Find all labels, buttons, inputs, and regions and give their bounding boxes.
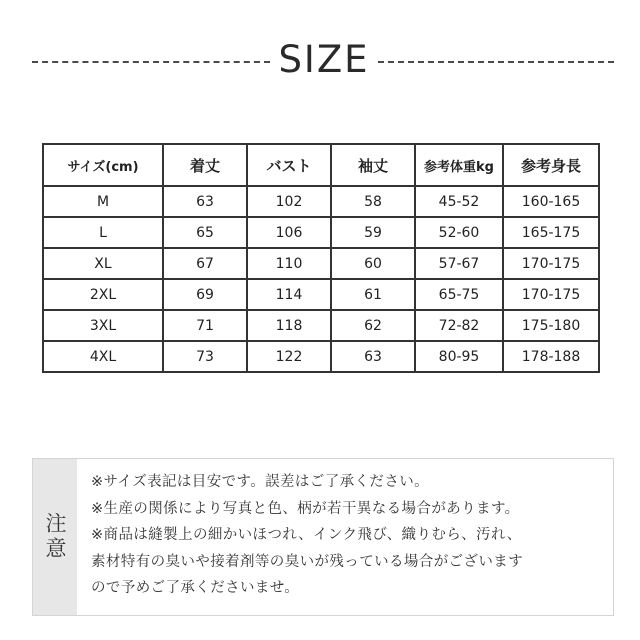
- table-cell: 45-52: [415, 186, 503, 217]
- header-weight: 参考体重kg: [415, 144, 503, 186]
- notice-text: [91, 469, 605, 602]
- table-cell: 61: [331, 279, 415, 310]
- table-row: [43, 341, 599, 372]
- notice-line: ※生産の関係により写真と色、柄が若干異なる場合があります。: [91, 500, 520, 517]
- table-cell: 122: [247, 341, 331, 372]
- table-row: [43, 279, 599, 310]
- table-cell: 52-60: [415, 217, 503, 248]
- table-cell: 63: [163, 186, 247, 217]
- table-cell: 57-67: [415, 248, 503, 279]
- table-cell: 58: [331, 186, 415, 217]
- dashed-divider-left: [32, 61, 270, 63]
- table-cell: 106: [247, 217, 331, 248]
- header-sleeve: 袖丈: [331, 144, 415, 186]
- table-cell: 3XL: [43, 310, 163, 341]
- table-cell: 110: [247, 248, 331, 279]
- table-cell: M: [43, 186, 163, 217]
- table-cell: 80-95: [415, 341, 503, 372]
- table-cell: 102: [247, 186, 331, 217]
- table-cell: 118: [247, 310, 331, 341]
- header-size: サイズ(cm): [43, 144, 163, 186]
- size-table: [42, 143, 600, 373]
- notice-line: ※商品は縫製上の細かいほつれ、インク飛び、織りむら、汚れ、: [91, 527, 522, 543]
- table-row: [43, 248, 599, 279]
- table-cell: 175-180: [503, 310, 599, 341]
- table-cell: 59: [331, 217, 415, 248]
- table-cell: 170-175: [503, 279, 599, 310]
- table-cell: 65-75: [415, 279, 503, 310]
- table-cell: 4XL: [43, 341, 163, 372]
- table-cell: 60: [331, 248, 415, 279]
- table-cell: 72-82: [415, 310, 503, 341]
- table-cell: 160-165: [503, 186, 599, 217]
- table-cell: 62: [331, 310, 415, 341]
- table-header-row: [43, 144, 599, 186]
- notice-label-panel: [33, 459, 77, 615]
- table-cell: 2XL: [43, 279, 163, 310]
- size-title-bar: [0, 36, 640, 86]
- header-height: 参考身長: [503, 144, 599, 186]
- header-length: 着丈: [163, 144, 247, 186]
- notice-label: 注意: [43, 512, 67, 562]
- table-cell: L: [43, 217, 163, 248]
- table-row: [43, 310, 599, 341]
- table-cell: 170-175: [503, 248, 599, 279]
- table-cell: 178-188: [503, 341, 599, 372]
- table-cell: 65: [163, 217, 247, 248]
- header-bust: バスト: [247, 144, 331, 186]
- notice-line: 素材特有の臭いや接着剤等の臭いが残っている場合がございます: [91, 553, 524, 570]
- page-title: SIZE: [278, 38, 370, 81]
- notice-line: ので予めご了承くださいませ。: [91, 580, 300, 596]
- table-cell: 67: [163, 248, 247, 279]
- table-cell: 63: [331, 341, 415, 372]
- table-cell: 73: [163, 341, 247, 372]
- table-cell: 69: [163, 279, 247, 310]
- table-row: [43, 186, 599, 217]
- notice-box: [32, 458, 614, 616]
- table-cell: XL: [43, 248, 163, 279]
- notice-line: ※サイズ表記は目安です。誤差はご了承ください。: [91, 474, 430, 490]
- dashed-divider-right: [378, 61, 614, 63]
- table-cell: 165-175: [503, 217, 599, 248]
- table-cell: 71: [163, 310, 247, 341]
- table-row: [43, 217, 599, 248]
- table-cell: 114: [247, 279, 331, 310]
